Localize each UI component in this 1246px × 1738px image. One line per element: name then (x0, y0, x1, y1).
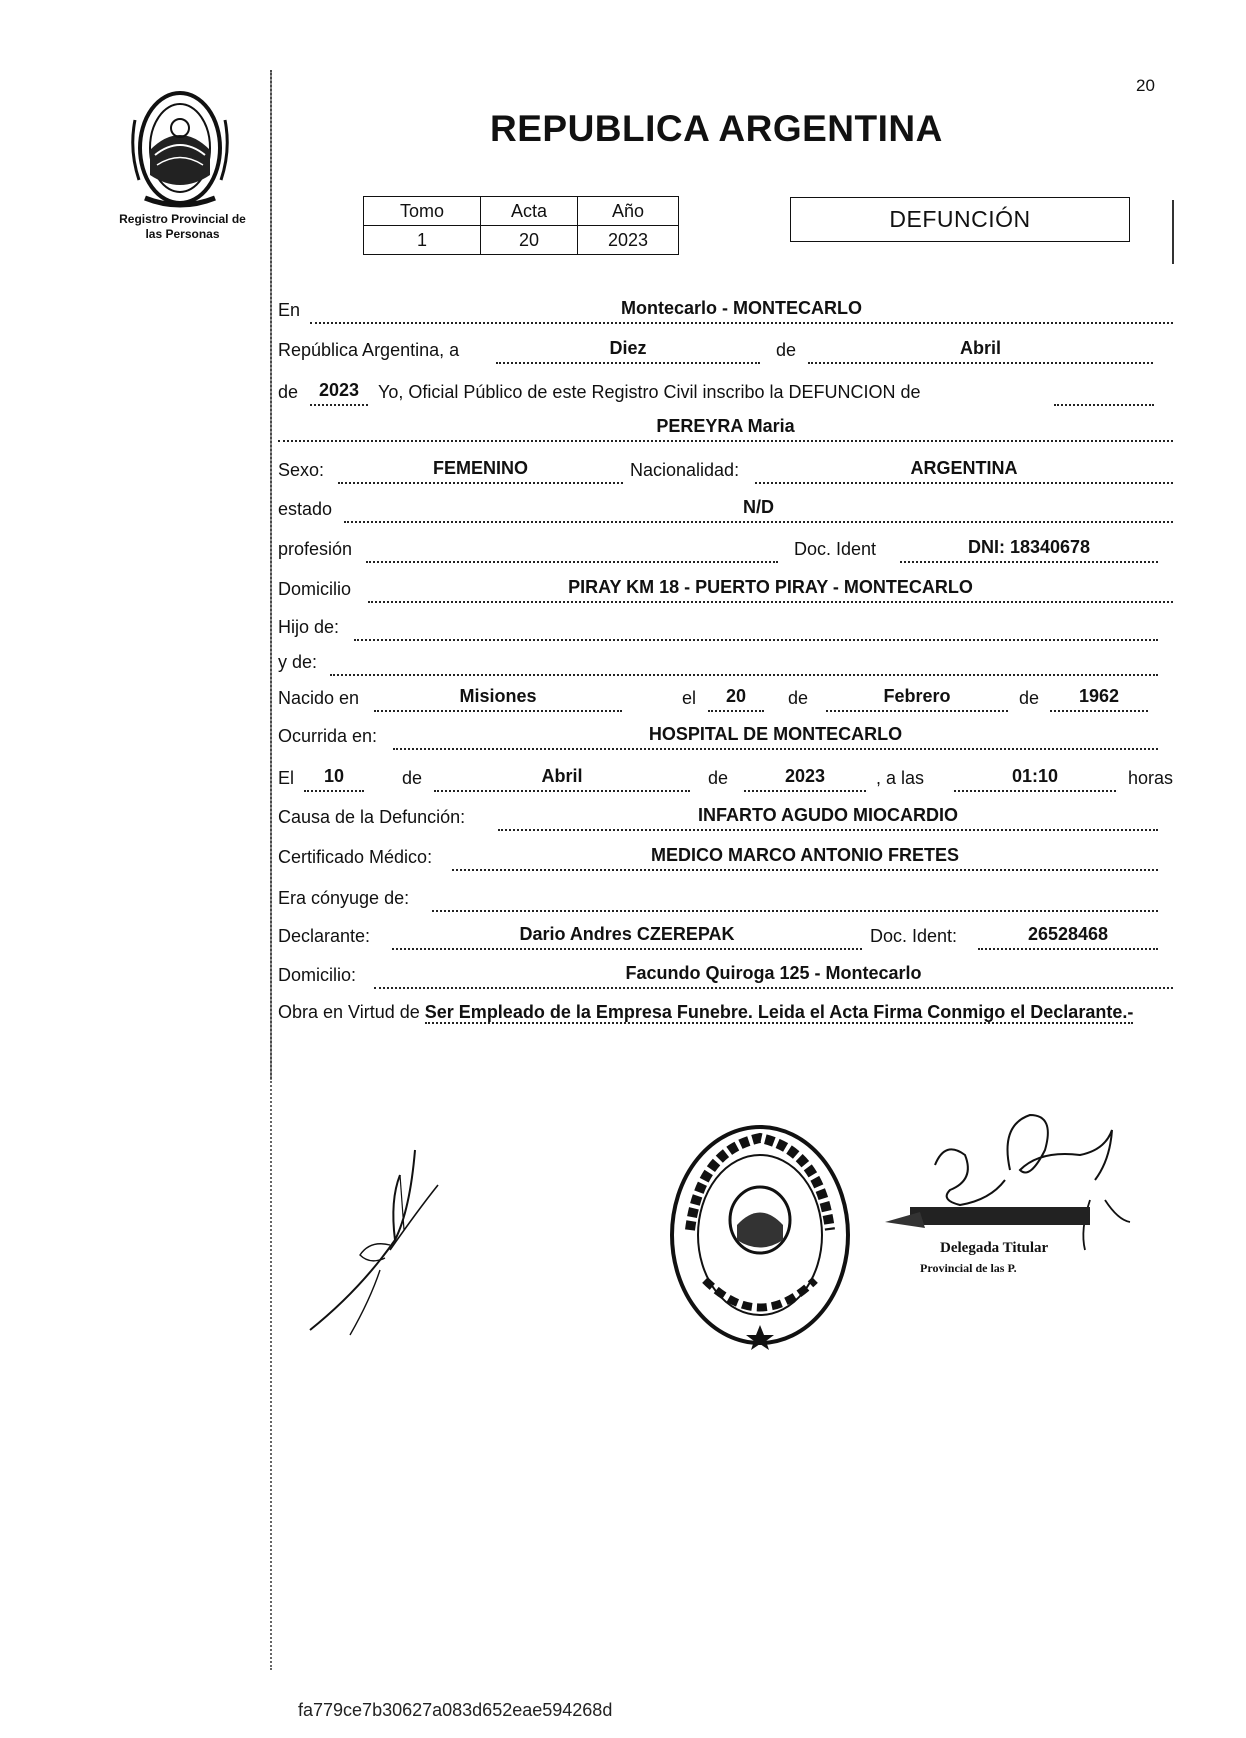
death-year-field: 2023 (744, 764, 866, 792)
row-parent-2 (278, 648, 1158, 678)
decl-doc-field: 26528468 (978, 922, 1158, 950)
tomo-header: Tomo (364, 197, 481, 226)
place-field: Montecarlo - MONTECARLO (310, 296, 1173, 324)
birth-day-field: 20 (708, 684, 764, 712)
row-cause (278, 803, 1158, 833)
declarante-label: Declarante: (278, 926, 371, 946)
document-title: REPUBLICA ARGENTINA (490, 108, 943, 149)
estado-label: estado (278, 499, 333, 519)
official-seal-icon (665, 1120, 855, 1350)
obra-paragraph (278, 998, 1178, 1026)
tomo-value: 1 (364, 226, 481, 255)
province-coat-of-arms-icon (125, 80, 235, 215)
conyuge-field (432, 884, 1158, 912)
birthplace-field: Misiones (374, 684, 622, 712)
row-birth (278, 684, 1158, 714)
record-reference-table (363, 196, 679, 255)
decl-domicilio-field: Facundo Quiroga 125 - Montecarlo (374, 961, 1173, 989)
de-label: de (278, 382, 299, 402)
hijo-field (354, 613, 1158, 641)
row-declarant-domicile (278, 961, 1173, 991)
row-profession (278, 535, 1158, 565)
yde-label: y de: (278, 652, 318, 672)
year-field: 2023 (310, 378, 368, 406)
day-field: Diez (496, 336, 760, 364)
row-officer (278, 378, 1158, 408)
row-estado (278, 495, 1173, 525)
declarante-field: Dario Andres CZEREPAK (392, 922, 862, 950)
anio-value: 2023 (578, 226, 679, 255)
document-hash: fa779ce7b30627a083d652eae594268d (298, 1700, 613, 1720)
delegate-signature-stamp-icon (880, 1110, 1160, 1280)
row-domicile (278, 575, 1173, 605)
nacionalidad-label: Nacionalidad: (630, 460, 740, 480)
obra-field: Ser Empleado de la Empresa Funebre. Leida el Acta Firma Conmigo el Declarante.- (424, 1002, 1134, 1022)
nacionalidad-field: ARGENTINA (755, 456, 1173, 484)
domicilio-field: PIRAY KM 18 - PUERTO PIRAY - MONTECARLO (368, 575, 1173, 603)
doc-ident-label: Doc. Ident (794, 539, 877, 559)
row-certificate (278, 843, 1158, 873)
death-time-field: 01:10 (954, 764, 1116, 792)
conyuge-label: Era cónyuge de: (278, 888, 410, 908)
yde-field (330, 648, 1158, 676)
certificado-field: MEDICO MARCO ANTONIO FRETES (452, 843, 1158, 871)
acta-value: 20 (481, 226, 578, 255)
officer-trailing-field (1054, 378, 1154, 406)
acta-header: Acta (481, 197, 578, 226)
decl-doc-label: Doc. Ident: (870, 926, 958, 946)
sexo-field: FEMENINO (338, 456, 623, 484)
birth-month-field: Febrero (826, 684, 1008, 712)
de-label: de (776, 340, 797, 360)
row-declarant (278, 922, 1158, 952)
row-death-date (278, 764, 1173, 794)
row-occurred (278, 722, 1158, 752)
alas-label: , a las (876, 768, 925, 788)
row-date (278, 336, 1158, 366)
republica-label: República Argentina, a (278, 340, 460, 360)
registry-label: Registro Provincial de las Personas (119, 212, 246, 241)
row-parent-1 (278, 613, 1158, 643)
deceased-name-field: PEREYRA Maria (278, 414, 1173, 442)
page-number: 20 (1136, 76, 1155, 95)
stamp-title-text: Delegada Titular (940, 1240, 1049, 1256)
row-location (278, 296, 1173, 326)
profesion-field (366, 535, 778, 563)
certificado-label: Certificado Médico: (278, 847, 433, 867)
de-label: de (708, 768, 729, 788)
death-month-field: Abril (434, 764, 690, 792)
causa-label: Causa de la Defunción: (278, 807, 466, 827)
causa-field: INFARTO AGUDO MIOCARDIO (498, 803, 1158, 831)
row-name (278, 414, 1173, 444)
horas-label: horas (1128, 768, 1174, 788)
officer-signature-icon (300, 1140, 470, 1340)
obra-label: Obra en Virtud de (278, 1002, 420, 1022)
estado-field: N/D (344, 495, 1173, 523)
de-label: de (1019, 688, 1040, 708)
decl-domicilio-label: Domicilio: (278, 965, 357, 985)
doc-ident-field: DNI: 18340678 (900, 535, 1158, 563)
ocurrida-label: Ocurrida en: (278, 726, 378, 746)
en-label: En (278, 300, 301, 320)
de-label: de (402, 768, 423, 788)
nacido-label: Nacido en (278, 688, 360, 708)
el-label: el (682, 688, 697, 708)
death-day-field: 10 (304, 764, 364, 792)
record-type-box: DEFUNCIÓN (790, 197, 1130, 242)
margin-rule (270, 70, 272, 1080)
hijo-label: Hijo de: (278, 617, 340, 637)
sexo-label: Sexo: (278, 460, 325, 480)
row-spouse (278, 884, 1158, 914)
domicilio-label: Domicilio (278, 579, 352, 599)
right-margin-mark (1172, 200, 1174, 264)
ocurrida-field: HOSPITAL DE MONTECARLO (393, 722, 1158, 750)
month-field: Abril (808, 336, 1153, 364)
anio-header: Año (578, 197, 679, 226)
profesion-label: profesión (278, 539, 353, 559)
row-sex-nationality (278, 456, 1173, 486)
stamp-subtitle-text: Provincial de las P. (920, 1261, 1017, 1275)
de-label: de (788, 688, 809, 708)
el-cap-label: El (278, 768, 295, 788)
birth-year-field: 1962 (1050, 684, 1148, 712)
officer-statement: Yo, Oficial Público de este Registro Civil inscribo la DEFUNCION de (378, 382, 921, 402)
